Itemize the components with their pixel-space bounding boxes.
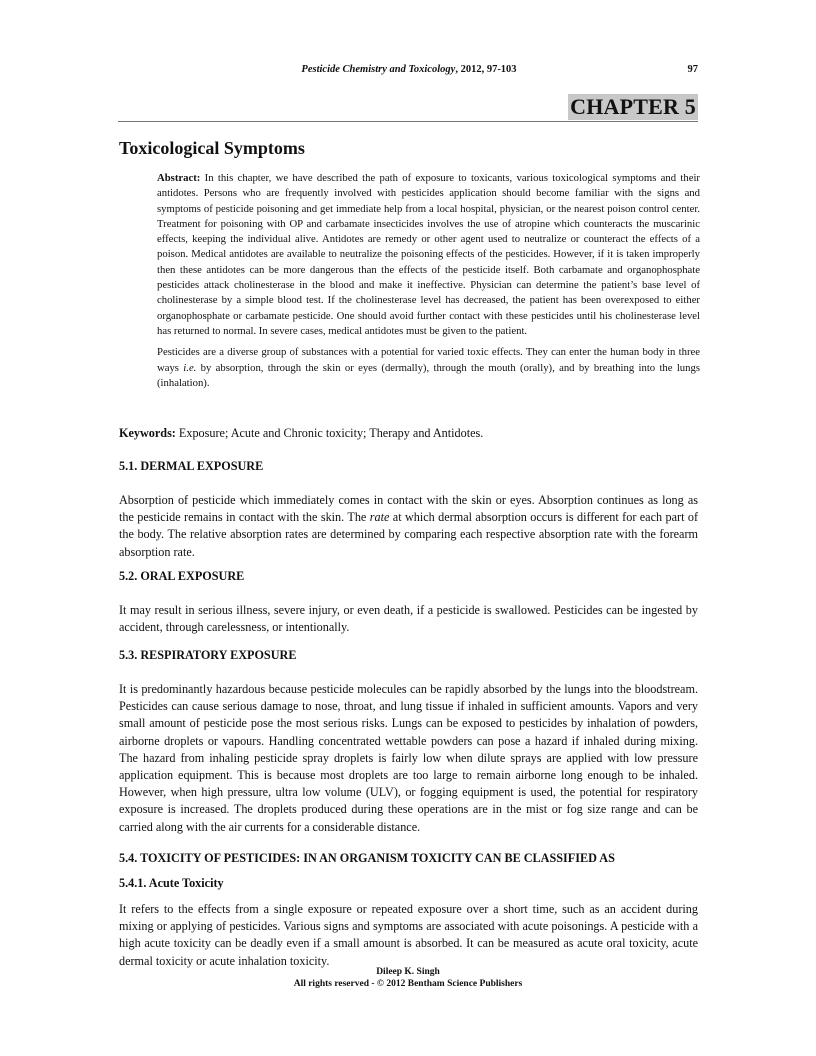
- section-heading-5-3: 5.3. RESPIRATORY EXPOSURE: [119, 648, 297, 662]
- section-heading-5-2: 5.2. ORAL EXPOSURE: [119, 569, 245, 583]
- header-rule: [118, 121, 698, 122]
- section-heading-5-4: 5.4. TOXICITY OF PESTICIDES: IN AN ORGANISM TOXICITY CAN BE CLASSIFIED AS: [119, 851, 615, 865]
- abstract-block: [157, 171, 700, 397]
- footer-author: Dileep K. Singh: [376, 967, 440, 977]
- section-text-5-3: It is predominantly hazardous because pesticide molecules can be rapidly absorbed by the lungs into the bloodstream. Pesticides can cause serious damage to nose, throat, and lung tissue if inhaled in sufficient amounts. Vapors and very small amount of pesticide pose the most serious risks. Lungs can be exposed to pesticides by inhalation of powders, airborne droplets or vapours. Handling concentrated wettable powders can pose a hazard if inhaled during mixing. The hazard from inhaling pesticide spray droplets is fairly low when dilute sprays are applied with low pressure application equipment. This is because most droplets are too large to remain airborne long enough to be inhaled. However, when high pressure, ultra low volume (ULV), or fogging equipment is used, the potential for respiratory exposure is increased. The droplets produced during these operations are in the mist or fog size range and can be carried along with the air currents for a considerable distance.: [119, 682, 698, 834]
- s51-emphasis: rate: [369, 510, 390, 525]
- abstract-p2-ie: i.e.: [183, 361, 197, 374]
- section-heading-5-1: 5.1. DERMAL EXPOSURE: [119, 459, 264, 473]
- footer-rights: All rights reserved - © 2012 Bentham Science Publishers: [293, 979, 523, 989]
- section-text-5-4-1: It refers to the effects from a single exposure or repeated exposure over a short time, such as an accident during mixing or applying of pesticides. Various signs and symptoms are associated with acute poisonings. A pesticide with a high acute toxicity can be deadly even if a small amount is absorbed. It can be measured as acute oral toxicity, acute dermal toxicity or acute inhalation toxicity.: [119, 902, 698, 968]
- s51-text-a: Absorption of pesticide which immediately comes in contact with the skin or eyes. Absorption continues as long as the pesticide remains in contact with the skin. The: [119, 493, 698, 525]
- s51-text-b: at which dermal absorption occurs is different for each part of the body. The relative absorption rates are determined by comparing each respective absorption rate with the forearm absorption rate.: [119, 510, 699, 559]
- journal-title: Pesticide Chemistry and Toxicology: [301, 64, 456, 75]
- section-heading-5-4-1: 5.4.1. Acute Toxicity: [119, 876, 224, 890]
- chapter-label: CHAPTER 5: [570, 94, 696, 119]
- abstract-p2-text-b: by absorption, through the skin or eyes (dermally), through the mouth (orally), and by breathing into the lungs (inhalation).: [157, 361, 700, 389]
- section-text-5-2: It may result in serious illness, severe injury, or even death, if a pesticide is swallowed. Pesticides can be ingested by accident, through carelessness, or intentionally.: [119, 603, 698, 635]
- keywords-label: Keywords:: [119, 426, 176, 440]
- page-footer: [0, 966, 816, 990]
- keywords-text: Exposure; Acute and Chronic toxicity; Therapy and Antidotes.: [175, 426, 484, 440]
- keywords: [119, 425, 698, 442]
- page-number: 97: [687, 64, 698, 75]
- abstract-paragraph-2: [157, 345, 700, 391]
- abstract-text: In this chapter, we have described the path of exposure to toxicants, various toxicological symptoms and their antidotes. Persons who are frequently involved with pesticides application should become familiar with the signs and symptoms of pesticide poisoning and get immediate help from a local hospital, physician, or the nearest poison control center. Treatment for poisoning with OP and carbamate insecticides involves the use of atropine which counteracts the muscarinic effects, keeping the individual alive. Antidotes are remedy or other agent used to neutralize or counteract the effects of a poison. Medical antidotes are available to neutralize the poisoning effects of the pesticides. However, if it is taken improperly then these antidotes can be more dangerous than the effects of the pesticide itself. Both carbamate and organophosphate pesticides attack cholinesterase in the blood and make it ineffective. Physician can determine the patient’s base level of cholinesterase by a simple blood test. If the cholinesterase level has decreased, the patient has been overexposed to either organophosphate or carbamate pesticide. One should avoid further contact with these pesticides until his cholinesterase level has returned to normal. In severe cases, medical antidotes must be given to the patient.: [157, 172, 700, 337]
- abstract-paragraph: [157, 171, 700, 339]
- section-text-5-1: [119, 492, 698, 561]
- abstract-label: Abstract:: [157, 172, 201, 184]
- journal-citation: [120, 64, 698, 75]
- chapter-title: Toxicological Symptoms: [119, 138, 305, 158]
- journal-year-pages: , 2012, 97-103: [455, 64, 517, 75]
- abstract-p2-text: Pesticides are a diverse group of substances with a potential for varied toxic effects. They can enter the human body in three ways: [157, 346, 700, 374]
